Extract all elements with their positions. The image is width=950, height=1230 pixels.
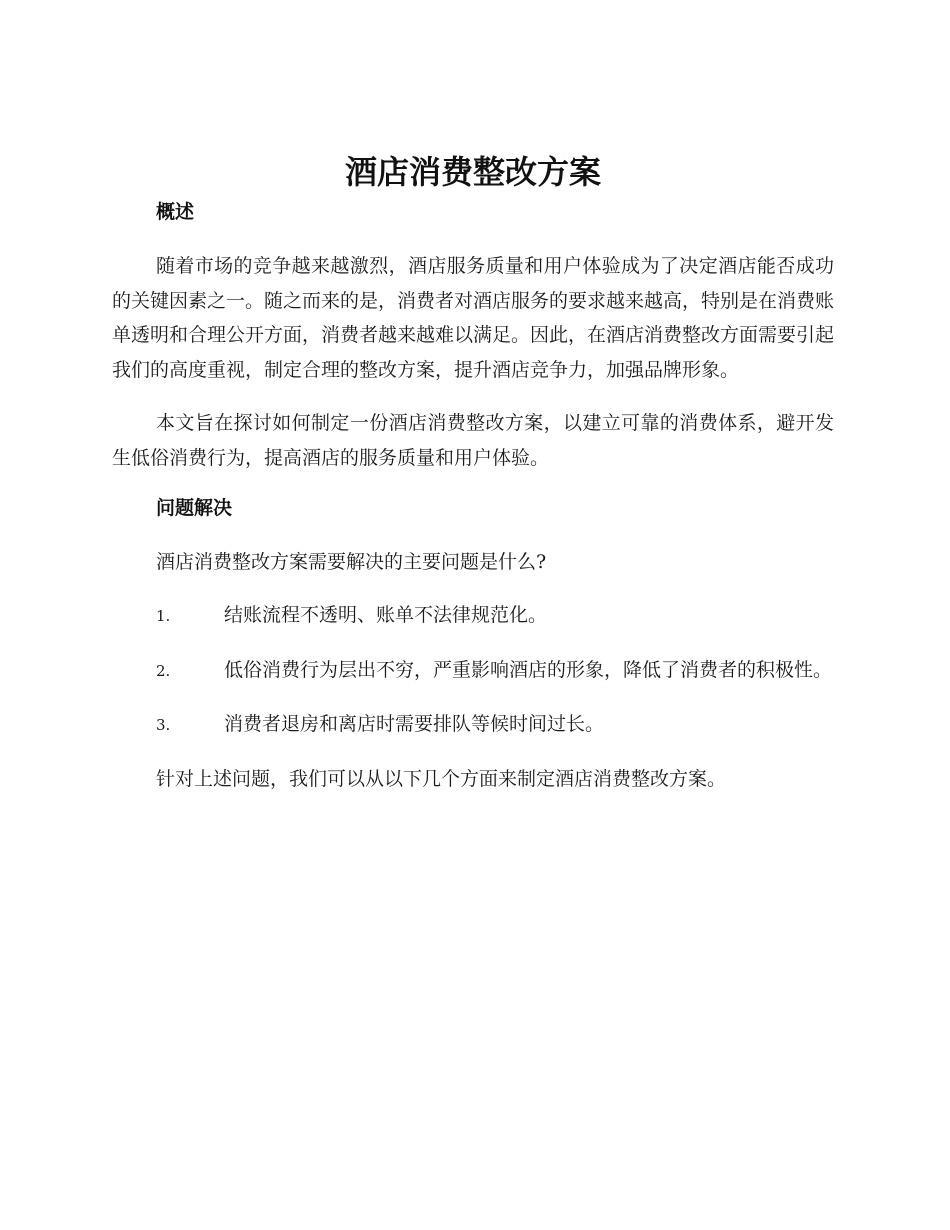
list-item [112, 653, 834, 689]
problems-intro: 酒店消费整改方案需要解决的主要问题是什么? [156, 550, 547, 573]
list-item-number: 3. [156, 716, 171, 735]
overview-paragraph-1: 随着市场的竞争越来越激烈，酒店服务质量和用户体验成为了决定酒店能否成功的关键因素之一。随之而来的是，消费者对酒店服务的要求越来越高，特别是在消费账单透明和合理公开方面，消费者越来越难以满足。因此，在酒店消费整改方面需要引起我们的高度重视，制定合理的整改方案，提升酒店竞争力，加强品牌形象。 [112, 255, 835, 381]
list-item [112, 598, 834, 634]
problems-closing: 针对上述问题，我们可以从以下几个方面来制定酒店消费整改方案。 [156, 767, 727, 790]
list-item-number: 1. [156, 607, 171, 626]
list-item-text: 消费者退房和离店时需要排队等候时间过长。 [224, 713, 605, 736]
section-heading-overview: 概述 [156, 201, 195, 223]
list-item-text: 结账流程不透明、账单不法律规范化。 [224, 604, 548, 627]
document-title: 酒店消费整改方案 [344, 153, 601, 191]
overview-paragraph-2: 本文旨在探讨如何制定一份酒店消费整改方案，以建立可靠的消费体系，避开发生低俗消费行为，提高酒店的服务质量和用户体验。 [112, 412, 834, 469]
list-item-number: 2. [156, 661, 171, 680]
section-heading-problems: 问题解决 [156, 496, 233, 519]
list-item-text: 低俗消费行为层出不穷，严重影响酒店的形象，降低了消费者的积极性。 [224, 658, 833, 681]
document-body [112, 150, 834, 816]
list-item [112, 707, 834, 743]
